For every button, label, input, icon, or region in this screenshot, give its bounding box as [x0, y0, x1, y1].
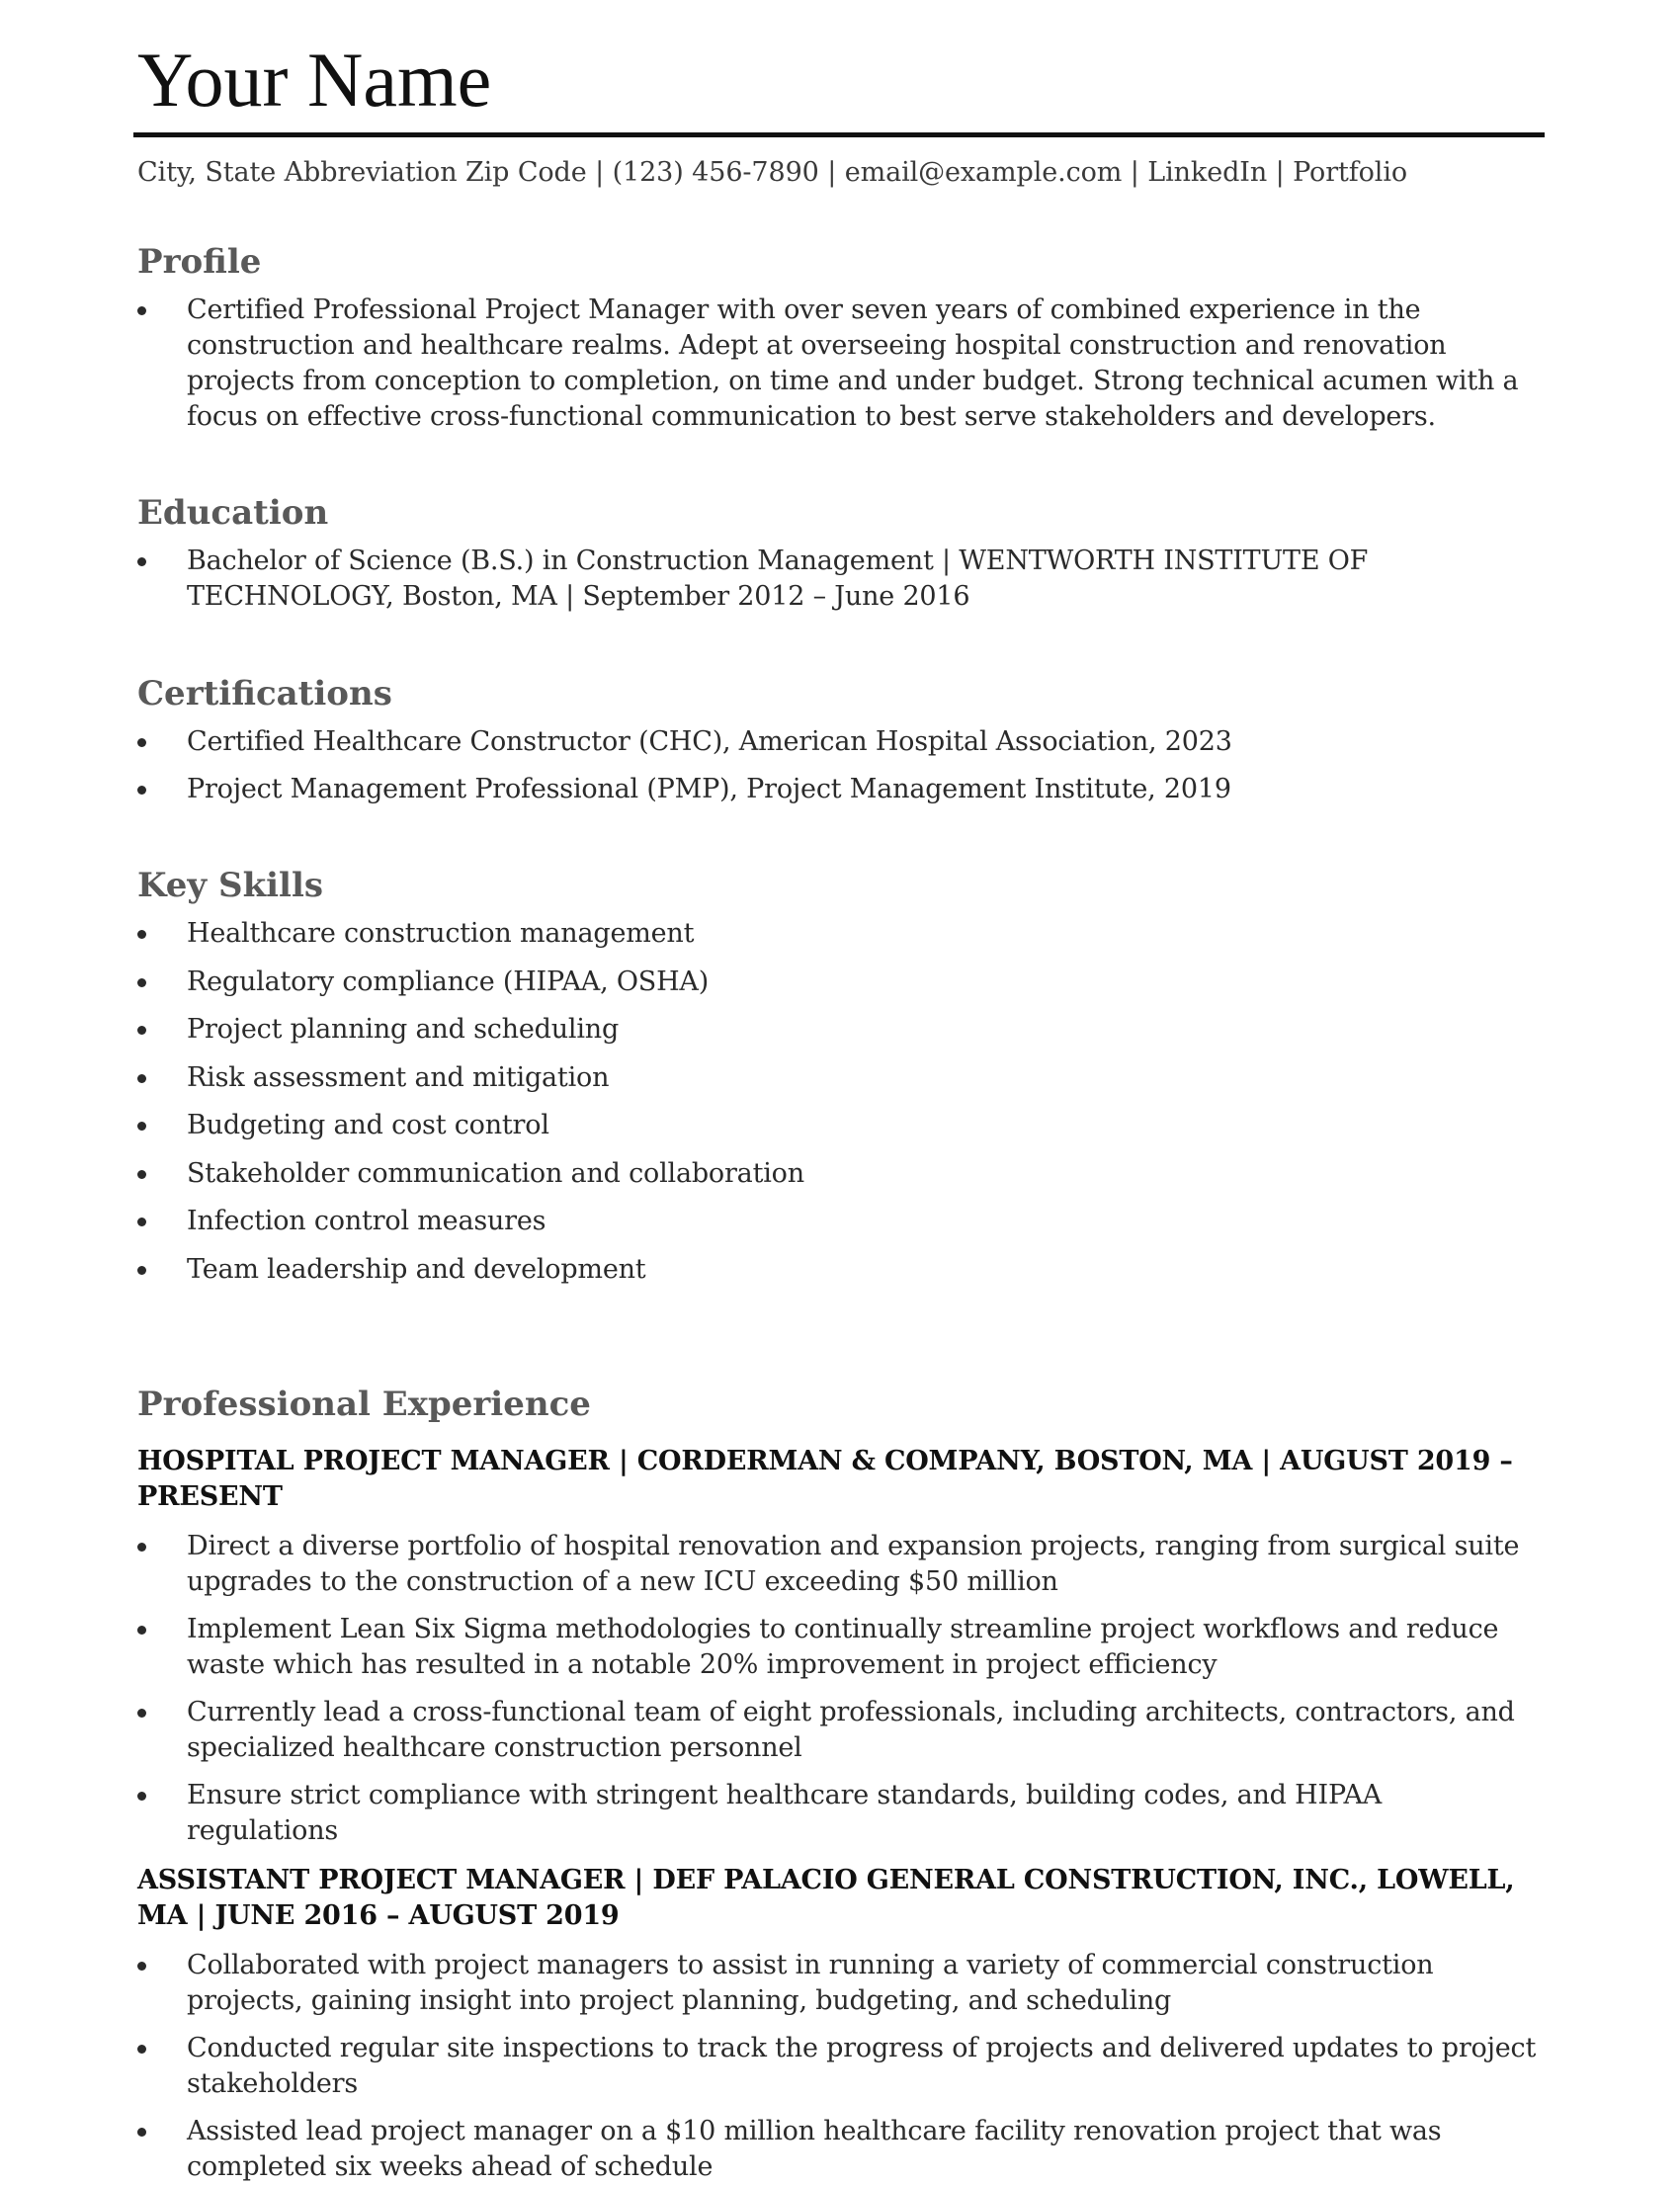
list-item: Infection control measures — [137, 1204, 804, 1239]
job-bullets — [137, 1529, 1541, 1849]
bullet-icon — [137, 1122, 146, 1131]
bullet-icon — [137, 1218, 146, 1226]
list-item: Currently lead a cross-functional team of eight professionals, including architects, contractors, and specialized healthcare construction personnel — [137, 1695, 1541, 1766]
bullet-icon — [137, 1626, 146, 1635]
job-heading: ASSISTANT PROJECT MANAGER | DEF PALACIO GENERAL CONSTRUCTION, INC., LOWELL, MA | JUNE 2016 – AUGUST 2019 — [137, 1865, 1515, 1931]
list-item: Project Management Professional (PMP), Project Management Institute, 2019 — [137, 772, 1232, 807]
bullet-icon — [137, 1962, 146, 1971]
list-item: Bachelor of Science (B.S.) in Construction Management | WENTWORTH INSTITUTE OF TECHNOLOGY, Boston, MA | September 2012 – June 2016 — [137, 544, 1541, 615]
bullet-icon — [137, 1709, 146, 1718]
bullet-icon — [137, 1266, 146, 1275]
bullet-icon — [137, 1026, 146, 1035]
bullet-icon — [137, 786, 146, 795]
list-item: Risk assessment and mitigation — [137, 1060, 804, 1096]
section-title-certifications: Certifications — [137, 674, 392, 714]
resume-header — [137, 37, 1541, 193]
bullet-icon — [137, 1792, 146, 1801]
list-item: Healthcare construction management — [137, 916, 804, 952]
bullet-icon — [137, 306, 146, 315]
list-item: Implement Lean Six Sigma methodologies to continually streamline project workflows and reduce waste which has resulted in a notable 20% improvement in project efficiency — [137, 1612, 1541, 1683]
job-heading: HOSPITAL PROJECT MANAGER | CORDERMAN & COMPANY, BOSTON, MA | AUGUST 2019 – PRESENT — [137, 1446, 1513, 1512]
list-item: Assisted lead project manager on a $10 million healthcare facility renovation project that was completed six weeks ahead of schedule — [137, 2114, 1541, 2185]
bullet-icon — [137, 1074, 146, 1083]
experience-section — [137, 1383, 1541, 2185]
skills-section — [137, 864, 804, 1288]
resume-page — [137, 37, 1541, 2182]
list-item: Conducted regular site inspections to track the progress of projects and delivered updates to project stakeholders — [137, 2031, 1541, 2102]
skills-list — [137, 916, 804, 1288]
section-title-profile: Profile — [137, 242, 262, 282]
list-item: Certified Professional Project Manager with over seven years of combined experience in the construction and healthcare realms. Adept at overseeing hospital construction and renovation projects from conception to completion, on time and under budget. Strong technical acumen with a focus on effective cross-functional communication to best serve stakeholders and developers. — [137, 293, 1541, 435]
section-title-experience: Professional Experience — [137, 1385, 591, 1424]
bullet-icon — [137, 2128, 146, 2137]
certifications-section — [137, 672, 1232, 807]
header-divider — [133, 132, 1545, 137]
section-title-education: Education — [137, 493, 329, 533]
profile-section — [137, 240, 1541, 435]
list-item: Regulatory compliance (HIPAA, OSHA) — [137, 965, 804, 1000]
certifications-list — [137, 724, 1232, 807]
bullet-icon — [137, 2045, 146, 2054]
bullet-icon — [137, 1170, 146, 1179]
list-item: Team leadership and development — [137, 1252, 804, 1288]
section-title-skills: Key Skills — [137, 866, 324, 905]
education-list — [137, 544, 1541, 615]
bullet-icon — [137, 557, 146, 566]
education-section — [137, 491, 1541, 615]
list-item: Ensure strict compliance with stringent healthcare standards, building codes, and HIPAA regulations — [137, 1778, 1541, 1849]
contact-line: City, State Abbreviation Zip Code | (123) 456-7890 | email@example.com | LinkedIn | Portfolio — [137, 157, 1408, 188]
list-item: Stakeholder communication and collaboration — [137, 1156, 804, 1192]
bullet-icon — [137, 930, 146, 939]
list-item: Budgeting and cost control — [137, 1108, 804, 1143]
list-item: Collaborated with project managers to assist in running a variety of commercial construction projects, gaining insight into project planning, budgeting, and scheduling — [137, 1948, 1541, 2019]
candidate-name: Your Name — [137, 37, 492, 123]
bullet-icon — [137, 738, 146, 747]
bullet-icon — [137, 1543, 146, 1552]
profile-list — [137, 293, 1541, 435]
job-bullets — [137, 1948, 1541, 2185]
list-item: Certified Healthcare Constructor (CHC), American Hospital Association, 2023 — [137, 724, 1232, 760]
bullet-icon — [137, 978, 146, 987]
list-item: Project planning and scheduling — [137, 1012, 804, 1048]
list-item: Direct a diverse portfolio of hospital renovation and expansion projects, ranging from surgical suite upgrades to the construction of a new ICU exceeding $50 million — [137, 1529, 1541, 1600]
